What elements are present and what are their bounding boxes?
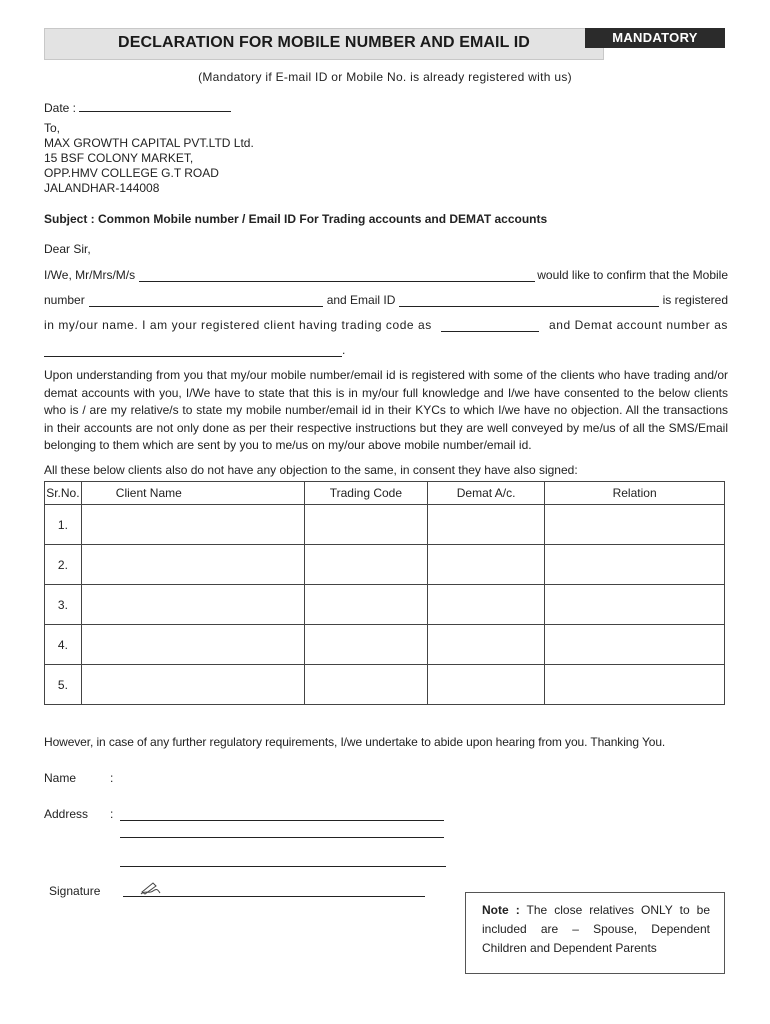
mandatory-badge: MANDATORY [585,28,725,48]
name-colon: : [110,771,114,785]
confirm-text: would like to confirm that the Mobile [537,268,728,282]
row-sr-no: 5. [45,665,82,705]
row-sr-no: 1. [45,505,82,545]
client-name-cell[interactable] [81,545,304,585]
trading-code-cell[interactable] [304,505,427,545]
client-name-cell[interactable] [81,665,304,705]
email-id-field[interactable] [399,294,658,307]
page-title: DECLARATION FOR MOBILE NUMBER AND EMAIL ID [118,34,530,51]
number-label: number [44,293,85,307]
relation-cell[interactable] [545,665,725,705]
header-trading-code: Trading Code [304,482,427,505]
body-line-4 [44,343,345,357]
client-name-field[interactable] [139,269,535,282]
demat-cell[interactable] [427,505,544,545]
demat-period: . [342,343,346,357]
signature-label: Signature [49,884,101,898]
table-row [45,585,725,625]
salutation: Dear Sir, [44,242,91,256]
date-label: Date : [44,101,77,115]
relation-cell[interactable] [545,505,725,545]
iwe-label: I/We, Mr/Mrs/M/s [44,268,136,282]
relation-cell[interactable] [545,625,725,665]
clients-table [44,481,725,705]
note-text: The close relatives ONLY to be included are – Spouse, Dependent Children and Dependent Parents [482,903,710,955]
table-header-row [45,482,725,505]
relation-cell[interactable] [545,585,725,625]
date-field[interactable] [79,99,231,112]
address-colon: : [110,807,114,821]
page-subtitle: (Mandatory if E-mail ID or Mobile No. is already registered with us) [198,70,572,84]
address-line-4: JALANDHAR-144008 [44,181,160,195]
address-to: To, [44,121,61,135]
trading-code-cell[interactable] [304,545,427,585]
address-line-3: OPP.HMV COLLEGE G.T ROAD [44,166,219,180]
subject-line: Subject : Common Mobile number / Email ID For Trading accounts and DEMAT accounts [44,212,548,226]
note-box [465,892,725,974]
mobile-number-field[interactable] [89,294,323,307]
client-name-cell[interactable] [81,625,304,665]
demat-cell[interactable] [427,625,544,665]
header-sr-no: Sr.No. [45,482,82,505]
date-row [44,99,231,115]
demat-account-field[interactable] [44,344,342,357]
address-field-line-3[interactable] [120,854,446,867]
email-label: and Email ID [326,293,396,307]
table-row [45,545,725,585]
address-line-1: MAX GROWTH CAPITAL PVT.LTD Ltd. [44,136,254,150]
table-row [45,625,725,665]
relation-cell[interactable] [545,545,725,585]
trading-code-cell[interactable] [304,585,427,625]
header-relation: Relation [545,482,725,505]
name-field[interactable] [122,771,442,785]
name-label: Name [44,771,77,785]
demat-cell[interactable] [427,585,544,625]
demat-text: and Demat account number as [549,318,728,332]
table-row [45,665,725,705]
trading-code-text: in my/our name. I am your registered client having trading code as [44,318,432,332]
demat-cell[interactable] [427,545,544,585]
row-sr-no: 2. [45,545,82,585]
address-label: Address [44,807,89,821]
row-sr-no: 3. [45,585,82,625]
client-name-cell[interactable] [81,505,304,545]
demat-cell[interactable] [427,665,544,705]
pen-icon [139,881,161,895]
signature-field[interactable] [123,880,425,897]
body-line-3 [44,318,728,332]
body-line-1 [44,268,728,282]
row-sr-no: 4. [45,625,82,665]
body-line-2 [44,293,728,307]
client-name-cell[interactable] [81,585,304,625]
trading-code-cell[interactable] [304,625,427,665]
trading-code-cell[interactable] [304,665,427,705]
note-label: Note : [482,903,520,917]
is-registered-text: is registered [662,293,728,307]
consent-line: All these below clients also do not have any objection to the same, in consent they have also signed: [44,463,578,477]
trading-code-field[interactable] [441,319,539,332]
address-line-2: 15 BSF COLONY MARKET, [44,151,194,165]
header-demat: Demat A/c. [427,482,544,505]
header-client-name: Client Name [81,482,304,505]
declaration-paragraph: Upon understanding from you that my/our mobile number/email id is registered with some of the clients who have trading and/or demat accounts with you, I/We have to state that this is in my/our full knowledge and I/we have consented to the below clients who is / are my relative/s to state my mobile number/email id in their KYCs to which I/we have no objection. All the transactions in their accounts are not only done as per their respective instructions but they are well conveyed by me/us of all the SMS/Email belonging to them which are sent by you to me/us on my/our above mobile number/email id. [44,368,728,452]
closing-line: However, in case of any further regulatory requirements, I/we undertake to abide upon hearing from you. Thanking You. [44,735,666,749]
address-field-line-1[interactable] [120,808,444,821]
table-row [45,505,725,545]
address-field-line-2[interactable] [120,825,444,838]
recipient-address [44,121,254,196]
